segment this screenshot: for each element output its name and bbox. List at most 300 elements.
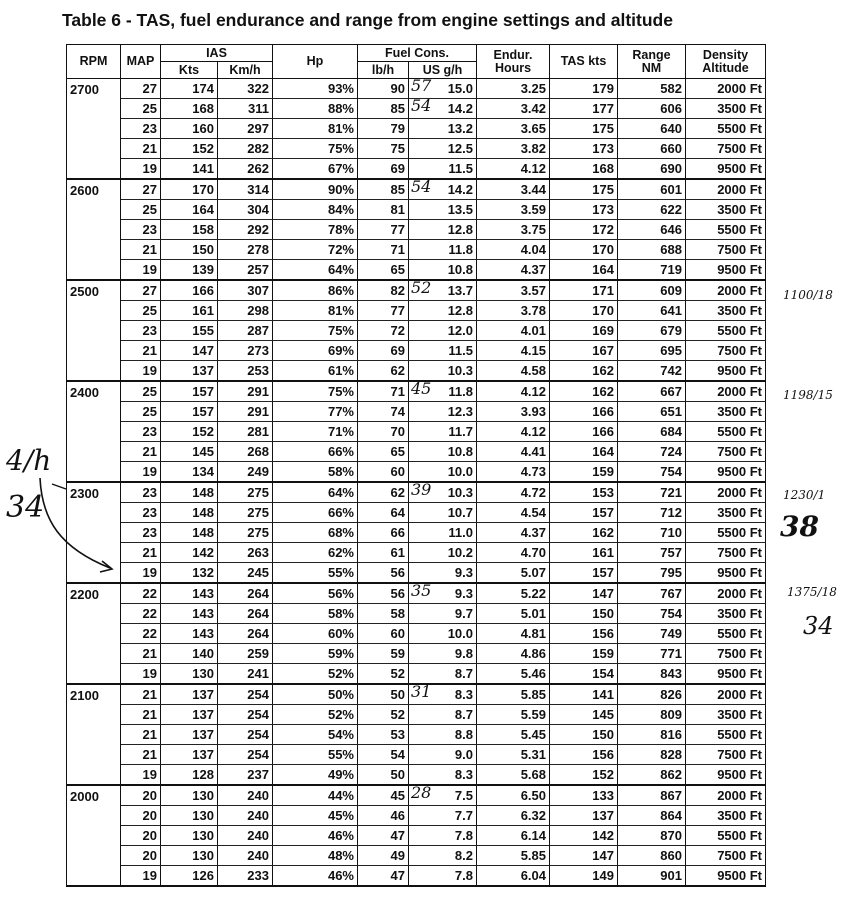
alt-cell: 7500 Ft xyxy=(686,139,766,159)
map-cell: 21 xyxy=(121,644,161,664)
lbh-cell: 49 xyxy=(358,846,409,866)
kts-cell: 148 xyxy=(161,482,218,503)
kmh-cell: 254 xyxy=(218,705,273,725)
hp-cell: 68% xyxy=(273,523,358,543)
alt-cell: 5500 Ft xyxy=(686,826,766,846)
usgh-value: 9.7 xyxy=(454,606,473,621)
handwritten-note-2300-big: 38 xyxy=(780,510,819,543)
kmh-cell: 275 xyxy=(218,482,273,503)
table-row xyxy=(67,301,766,321)
usgh-cell xyxy=(409,846,477,866)
lbh-cell: 62 xyxy=(358,482,409,503)
endur-cell: 6.04 xyxy=(477,866,550,887)
tas-cell: 166 xyxy=(550,422,618,442)
lbh-cell: 58 xyxy=(358,604,409,624)
hp-cell: 69% xyxy=(273,341,358,361)
range-cell: 862 xyxy=(618,765,686,786)
usgh-cell xyxy=(409,705,477,725)
kmh-cell: 245 xyxy=(218,563,273,584)
endur-cell: 4.58 xyxy=(477,361,550,382)
hp-cell: 86% xyxy=(273,280,358,301)
tas-cell: 172 xyxy=(550,220,618,240)
kmh-cell: 298 xyxy=(218,301,273,321)
map-cell: 23 xyxy=(121,321,161,341)
alt-cell: 3500 Ft xyxy=(686,402,766,422)
header-lbh: lb/h xyxy=(358,62,409,79)
tas-cell: 159 xyxy=(550,644,618,664)
tas-cell: 175 xyxy=(550,179,618,200)
kts-cell: 166 xyxy=(161,280,218,301)
usgh-cell xyxy=(409,402,477,422)
lbh-cell: 77 xyxy=(358,301,409,321)
range-cell: 901 xyxy=(618,866,686,887)
tas-cell: 161 xyxy=(550,543,618,563)
usgh-value: 15.0 xyxy=(447,81,473,96)
alt-cell: 2000 Ft xyxy=(686,482,766,503)
kmh-cell: 264 xyxy=(218,624,273,644)
table-row xyxy=(67,260,766,281)
kts-cell: 139 xyxy=(161,260,218,281)
usgh-cell xyxy=(409,139,477,159)
tas-cell: 173 xyxy=(550,200,618,220)
table-row xyxy=(67,604,766,624)
tas-cell: 157 xyxy=(550,563,618,584)
kmh-cell: 291 xyxy=(218,381,273,402)
kts-cell: 141 xyxy=(161,159,218,180)
handwritten-note-2200: 1375/18 xyxy=(787,585,837,599)
endur-cell: 4.70 xyxy=(477,543,550,563)
lbh-cell: 77 xyxy=(358,220,409,240)
lbh-cell: 75 xyxy=(358,139,409,159)
lbh-cell: 65 xyxy=(358,260,409,281)
range-cell: 843 xyxy=(618,664,686,685)
range-cell: 710 xyxy=(618,523,686,543)
map-cell: 19 xyxy=(121,664,161,685)
kmh-cell: 233 xyxy=(218,866,273,887)
kts-cell: 160 xyxy=(161,119,218,139)
tas-cell: 173 xyxy=(550,139,618,159)
usgh-value: 14.2 xyxy=(447,101,473,116)
kts-cell: 130 xyxy=(161,806,218,826)
range-cell: 609 xyxy=(618,280,686,301)
table-row xyxy=(67,866,766,887)
map-cell: 25 xyxy=(121,301,161,321)
usgh-cell xyxy=(409,99,477,119)
usgh-cell xyxy=(409,159,477,180)
usgh-value: 11.8 xyxy=(448,384,473,399)
endur-cell: 4.12 xyxy=(477,159,550,180)
alt-cell: 5500 Ft xyxy=(686,725,766,745)
usgh-value: 9.3 xyxy=(454,565,473,580)
hp-cell: 58% xyxy=(273,462,358,483)
kmh-cell: 275 xyxy=(218,503,273,523)
tas-cell: 177 xyxy=(550,99,618,119)
header-range: Range NM xyxy=(618,45,686,79)
hp-cell: 58% xyxy=(273,604,358,624)
tas-cell: 150 xyxy=(550,604,618,624)
usgh-value: 11.0 xyxy=(448,525,473,540)
alt-cell: 9500 Ft xyxy=(686,462,766,483)
usgh-value: 8.8 xyxy=(454,727,473,742)
usgh-cell xyxy=(409,563,477,584)
rpm-cell: 2700 xyxy=(67,79,121,180)
hp-cell: 46% xyxy=(273,826,358,846)
map-cell: 19 xyxy=(121,361,161,382)
table-row xyxy=(67,644,766,664)
hp-cell: 93% xyxy=(273,79,358,99)
usgh-value: 7.7 xyxy=(454,808,473,823)
tas-cell: 162 xyxy=(550,523,618,543)
table-row xyxy=(67,280,766,301)
table-row xyxy=(67,684,766,705)
usgh-value: 8.3 xyxy=(454,687,473,702)
tas-cell: 170 xyxy=(550,240,618,260)
tas-cell: 159 xyxy=(550,462,618,483)
range-cell: 712 xyxy=(618,503,686,523)
tas-cell: 164 xyxy=(550,260,618,281)
map-cell: 21 xyxy=(121,240,161,260)
tas-cell: 179 xyxy=(550,79,618,99)
kts-cell: 143 xyxy=(161,583,218,604)
usgh-cell xyxy=(409,806,477,826)
hp-cell: 54% xyxy=(273,725,358,745)
lbh-cell: 45 xyxy=(358,785,409,806)
lbh-cell: 53 xyxy=(358,725,409,745)
kts-cell: 148 xyxy=(161,503,218,523)
hp-cell: 44% xyxy=(273,785,358,806)
hp-cell: 81% xyxy=(273,119,358,139)
hp-cell: 60% xyxy=(273,624,358,644)
usgh-value: 8.7 xyxy=(454,666,473,681)
hp-cell: 75% xyxy=(273,139,358,159)
kts-cell: 134 xyxy=(161,462,218,483)
usgh-value: 8.2 xyxy=(454,848,473,863)
range-cell: 771 xyxy=(618,644,686,664)
kmh-cell: 262 xyxy=(218,159,273,180)
kmh-cell: 237 xyxy=(218,765,273,786)
usgh-cell xyxy=(409,866,477,887)
alt-cell: 9500 Ft xyxy=(686,563,766,584)
alt-cell: 9500 Ft xyxy=(686,260,766,281)
kmh-cell: 264 xyxy=(218,583,273,604)
endur-cell: 5.45 xyxy=(477,725,550,745)
alt-cell: 9500 Ft xyxy=(686,664,766,685)
hp-cell: 55% xyxy=(273,563,358,584)
lbh-cell: 85 xyxy=(358,179,409,200)
table-row xyxy=(67,624,766,644)
usgh-cell xyxy=(409,79,477,99)
tas-cell: 141 xyxy=(550,684,618,705)
kts-cell: 143 xyxy=(161,604,218,624)
usgh-value: 9.3 xyxy=(454,586,473,601)
endur-cell: 4.37 xyxy=(477,260,550,281)
tas-cell: 133 xyxy=(550,785,618,806)
usgh-value: 12.3 xyxy=(447,404,473,419)
handwritten-note-left-top: 4/h xyxy=(6,444,52,477)
endur-cell: 3.65 xyxy=(477,119,550,139)
usgh-cell xyxy=(409,200,477,220)
lbh-cell: 60 xyxy=(358,462,409,483)
table-row xyxy=(67,482,766,503)
range-cell: 754 xyxy=(618,604,686,624)
alt-cell: 5500 Ft xyxy=(686,220,766,240)
alt-cell: 7500 Ft xyxy=(686,341,766,361)
header-endurance: Endur. Hours xyxy=(477,45,550,79)
tas-cell: 162 xyxy=(550,361,618,382)
tas-cell: 145 xyxy=(550,705,618,725)
kts-cell: 143 xyxy=(161,624,218,644)
lbh-cell: 72 xyxy=(358,321,409,341)
header-kmh: Km/h xyxy=(218,62,273,79)
usgh-cell xyxy=(409,644,477,664)
range-cell: 651 xyxy=(618,402,686,422)
alt-cell: 9500 Ft xyxy=(686,361,766,382)
alt-cell: 9500 Ft xyxy=(686,866,766,887)
lbh-cell: 50 xyxy=(358,765,409,786)
map-cell: 22 xyxy=(121,583,161,604)
kts-cell: 130 xyxy=(161,785,218,806)
usgh-cell xyxy=(409,462,477,483)
alt-cell: 7500 Ft xyxy=(686,442,766,462)
table-row xyxy=(67,462,766,483)
map-cell: 21 xyxy=(121,684,161,705)
hp-cell: 48% xyxy=(273,846,358,866)
range-cell: 860 xyxy=(618,846,686,866)
table-row xyxy=(67,381,766,402)
kts-cell: 170 xyxy=(161,179,218,200)
usgh-cell xyxy=(409,604,477,624)
tas-cell: 156 xyxy=(550,624,618,644)
map-cell: 23 xyxy=(121,220,161,240)
range-cell: 724 xyxy=(618,442,686,462)
range-cell: 684 xyxy=(618,422,686,442)
kts-cell: 157 xyxy=(161,402,218,422)
map-cell: 25 xyxy=(121,402,161,422)
kts-cell: 132 xyxy=(161,563,218,584)
hp-cell: 66% xyxy=(273,442,358,462)
table-row xyxy=(67,159,766,180)
usgh-cell xyxy=(409,321,477,341)
map-cell: 27 xyxy=(121,280,161,301)
handwritten-fuel-note: 57 xyxy=(411,78,432,95)
alt-cell: 3500 Ft xyxy=(686,705,766,725)
range-cell: 721 xyxy=(618,482,686,503)
table-row xyxy=(67,846,766,866)
endur-cell: 3.75 xyxy=(477,220,550,240)
table-row xyxy=(67,361,766,382)
range-cell: 582 xyxy=(618,79,686,99)
kmh-cell: 304 xyxy=(218,200,273,220)
usgh-cell xyxy=(409,684,477,705)
kts-cell: 155 xyxy=(161,321,218,341)
map-cell: 21 xyxy=(121,341,161,361)
hp-cell: 71% xyxy=(273,422,358,442)
hp-cell: 45% xyxy=(273,806,358,826)
kmh-cell: 240 xyxy=(218,806,273,826)
range-cell: 646 xyxy=(618,220,686,240)
handwritten-note-2200-below: 34 xyxy=(803,612,834,640)
usgh-cell xyxy=(409,260,477,281)
usgh-value: 8.3 xyxy=(454,767,473,782)
lbh-cell: 64 xyxy=(358,503,409,523)
alt-cell: 7500 Ft xyxy=(686,846,766,866)
lbh-cell: 52 xyxy=(358,705,409,725)
range-cell: 870 xyxy=(618,826,686,846)
usgh-value: 13.2 xyxy=(447,121,473,136)
tas-cell: 171 xyxy=(550,280,618,301)
table-row xyxy=(67,664,766,685)
alt-cell: 3500 Ft xyxy=(686,503,766,523)
endur-cell: 6.32 xyxy=(477,806,550,826)
map-cell: 21 xyxy=(121,745,161,765)
table-body xyxy=(67,79,766,887)
hp-cell: 67% xyxy=(273,159,358,180)
usgh-cell xyxy=(409,543,477,563)
range-cell: 601 xyxy=(618,179,686,200)
lbh-cell: 81 xyxy=(358,200,409,220)
range-cell: 622 xyxy=(618,200,686,220)
lbh-cell: 56 xyxy=(358,583,409,604)
tas-cell: 175 xyxy=(550,119,618,139)
endur-cell: 3.44 xyxy=(477,179,550,200)
kts-cell: 152 xyxy=(161,422,218,442)
map-cell: 23 xyxy=(121,119,161,139)
range-cell: 667 xyxy=(618,381,686,402)
range-cell: 660 xyxy=(618,139,686,159)
kmh-cell: 254 xyxy=(218,725,273,745)
hp-cell: 84% xyxy=(273,200,358,220)
map-cell: 25 xyxy=(121,200,161,220)
endur-cell: 6.14 xyxy=(477,826,550,846)
tas-cell: 166 xyxy=(550,402,618,422)
tas-cell: 157 xyxy=(550,503,618,523)
map-cell: 19 xyxy=(121,563,161,584)
table-row xyxy=(67,563,766,584)
hp-cell: 55% xyxy=(273,745,358,765)
range-cell: 826 xyxy=(618,684,686,705)
endur-cell: 5.31 xyxy=(477,745,550,765)
range-cell: 864 xyxy=(618,806,686,826)
rpm-cell: 2600 xyxy=(67,179,121,280)
table-row xyxy=(67,220,766,240)
rpm-cell: 2300 xyxy=(67,482,121,583)
kts-cell: 150 xyxy=(161,240,218,260)
kmh-cell: 322 xyxy=(218,79,273,99)
lbh-cell: 65 xyxy=(358,442,409,462)
hp-cell: 78% xyxy=(273,220,358,240)
hp-cell: 46% xyxy=(273,866,358,887)
alt-cell: 2000 Ft xyxy=(686,79,766,99)
map-cell: 27 xyxy=(121,179,161,200)
usgh-value: 7.8 xyxy=(454,868,473,883)
table-row xyxy=(67,583,766,604)
endur-cell: 5.59 xyxy=(477,705,550,725)
endur-cell: 4.54 xyxy=(477,503,550,523)
header-fuel-cons: Fuel Cons. xyxy=(358,45,477,62)
usgh-cell xyxy=(409,725,477,745)
alt-cell: 3500 Ft xyxy=(686,301,766,321)
tas-cell: 162 xyxy=(550,381,618,402)
usgh-cell xyxy=(409,583,477,604)
hp-cell: 81% xyxy=(273,301,358,321)
map-cell: 22 xyxy=(121,624,161,644)
kts-cell: 158 xyxy=(161,220,218,240)
endur-cell: 6.50 xyxy=(477,785,550,806)
map-cell: 19 xyxy=(121,159,161,180)
rpm-cell: 2200 xyxy=(67,583,121,684)
lbh-cell: 79 xyxy=(358,119,409,139)
table-row xyxy=(67,725,766,745)
usgh-cell xyxy=(409,422,477,442)
lbh-cell: 62 xyxy=(358,361,409,382)
tas-cell: 169 xyxy=(550,321,618,341)
table-row xyxy=(67,745,766,765)
endur-cell: 5.46 xyxy=(477,664,550,685)
header-map: MAP xyxy=(121,45,161,79)
kts-cell: 145 xyxy=(161,442,218,462)
usgh-cell xyxy=(409,119,477,139)
tas-cell: 147 xyxy=(550,583,618,604)
table-row xyxy=(67,785,766,806)
lbh-cell: 60 xyxy=(358,624,409,644)
usgh-cell xyxy=(409,745,477,765)
lbh-cell: 56 xyxy=(358,563,409,584)
range-cell: 767 xyxy=(618,583,686,604)
usgh-cell xyxy=(409,482,477,503)
table-row xyxy=(67,179,766,200)
kmh-cell: 292 xyxy=(218,220,273,240)
usgh-value: 9.8 xyxy=(454,646,473,661)
table-row xyxy=(67,200,766,220)
lbh-cell: 71 xyxy=(358,240,409,260)
table-row xyxy=(67,422,766,442)
usgh-value: 12.5 xyxy=(447,141,473,156)
endur-cell: 4.72 xyxy=(477,482,550,503)
header-usgh: US g/h xyxy=(409,62,477,79)
kts-cell: 142 xyxy=(161,543,218,563)
tas-cell: 154 xyxy=(550,664,618,685)
table-row xyxy=(67,826,766,846)
usgh-value: 11.7 xyxy=(448,424,473,439)
map-cell: 19 xyxy=(121,765,161,786)
kmh-cell: 297 xyxy=(218,119,273,139)
kmh-cell: 264 xyxy=(218,604,273,624)
kmh-cell: 259 xyxy=(218,644,273,664)
table-row xyxy=(67,523,766,543)
usgh-value: 10.0 xyxy=(447,464,473,479)
kmh-cell: 291 xyxy=(218,402,273,422)
alt-cell: 2000 Ft xyxy=(686,785,766,806)
header-ias: IAS xyxy=(161,45,273,62)
range-cell: 641 xyxy=(618,301,686,321)
lbh-cell: 82 xyxy=(358,280,409,301)
endur-cell: 3.42 xyxy=(477,99,550,119)
usgh-value: 11.5 xyxy=(448,343,473,358)
lbh-cell: 47 xyxy=(358,826,409,846)
endur-cell: 3.93 xyxy=(477,402,550,422)
alt-cell: 2000 Ft xyxy=(686,280,766,301)
handwritten-fuel-note: 31 xyxy=(411,684,432,701)
map-cell: 20 xyxy=(121,826,161,846)
range-cell: 828 xyxy=(618,745,686,765)
lbh-cell: 54 xyxy=(358,745,409,765)
hp-cell: 49% xyxy=(273,765,358,786)
endur-cell: 3.59 xyxy=(477,200,550,220)
lbh-cell: 90 xyxy=(358,79,409,99)
kmh-cell: 254 xyxy=(218,745,273,765)
table-row xyxy=(67,341,766,361)
lbh-cell: 69 xyxy=(358,341,409,361)
